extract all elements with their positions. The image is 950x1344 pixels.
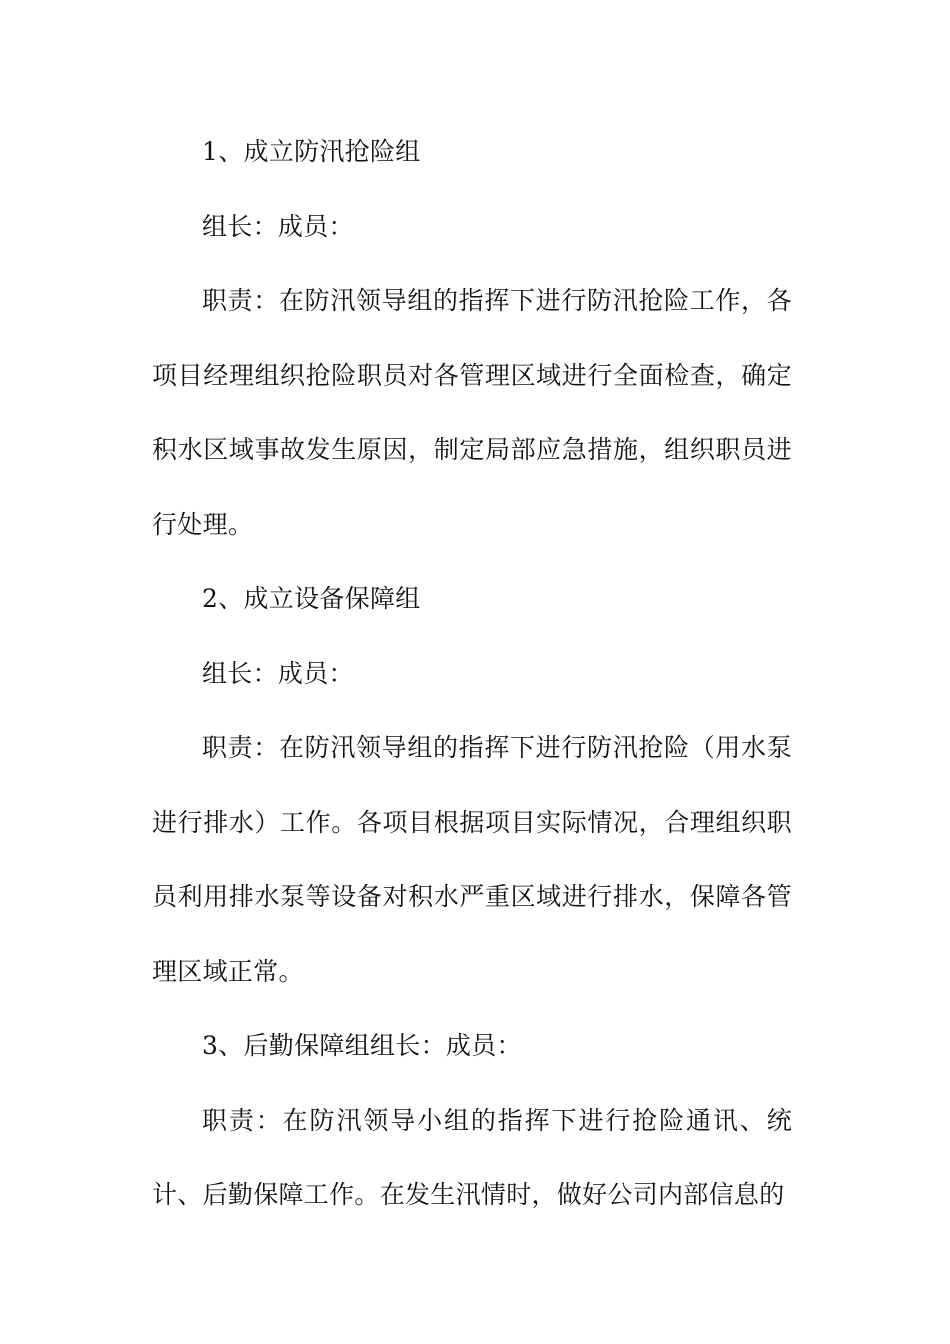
equipment-members: 组长：成员： — [202, 658, 354, 688]
heading-logistics-group: 3、后勤保障组组长：成员： — [202, 1031, 522, 1060]
heading-flood-rescue-group: 1、成立防汛抢险组 — [202, 137, 421, 166]
document-body — [152, 115, 792, 1233]
equipment-duties: 职责：在防汛领导组的指挥下进行防汛抢险（用水泵进行排水）工作。各项目根据项目实际情况，合理组织职员利用排水泵等设备对积水严重区域进行排水，保障各管理区域正常。 — [152, 733, 792, 986]
flood-rescue-duties: 职责：在防汛领导组的指挥下进行防汛抢险工作，各项目经理组织抢险职员对各管理区域进行全面检查，确定积水区域事故发生原因，制定局部应急措施，组织职员进行处理。 — [152, 286, 792, 539]
heading-equipment-group: 2、成立设备保障组 — [202, 584, 421, 613]
flood-rescue-members: 组长：成员： — [202, 211, 354, 241]
logistics-duties: 职责：在防汛领导小组的指挥下进行抢险通讯、统计、后勤保障工作。在发生汛情时，做好公司内部信息的 — [152, 1105, 792, 1209]
